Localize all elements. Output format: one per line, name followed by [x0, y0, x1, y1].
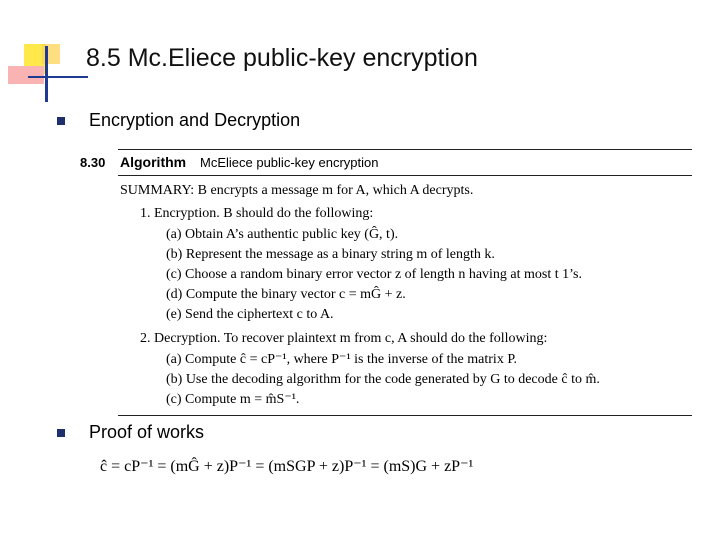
algorithm-step-decryption: 2. Decryption. To recover plaintext m from c, A should do the following:: [140, 331, 548, 346]
decryption-item-b: (b) Use the decoding algorithm for the code generated by G to decode ĉ to m̂.: [166, 372, 600, 387]
algorithm-number: 8.30: [80, 155, 106, 170]
algorithm-mid-rule: [118, 175, 692, 176]
logo-vertical-line: [45, 46, 48, 102]
algorithm-name: McEliece public-key encryption: [200, 155, 379, 170]
encryption-item-b: (b) Represent the message as a binary string m of length k.: [166, 247, 495, 262]
algorithm-box: [80, 149, 692, 417]
algorithm-top-rule: [118, 149, 692, 150]
encryption-item-d: (d) Compute the binary vector c = mĜ + z.: [166, 287, 406, 302]
bullet-square-icon: [57, 117, 65, 125]
bullet-encryption-decryption: [57, 110, 300, 131]
logo-horizontal-line: [28, 76, 88, 78]
algorithm-bottom-rule: [118, 415, 692, 416]
slide-title: 8.5 Mc.Eliece public-key encryption: [86, 44, 478, 72]
encryption-item-a: (a) Obtain A’s authentic public key (Ĝ, t).: [166, 227, 399, 242]
algorithm-summary: SUMMARY: B encrypts a message m for A, which A decrypts.: [120, 183, 474, 198]
encryption-item-c: (c) Choose a random binary error vector z of length n having at most t 1’s.: [166, 267, 582, 282]
bullet-square-icon: [57, 429, 65, 437]
bullet-proof-of-works: [57, 422, 204, 443]
logo-square-pink: [8, 66, 44, 84]
algorithm-step-encryption: 1. Encryption. B should do the following:: [140, 206, 374, 221]
decryption-item-c: (c) Compute m = m̂S⁻¹.: [166, 392, 300, 407]
corner-logo: [0, 0, 90, 110]
decryption-item-a: (a) Compute ĉ = cP⁻¹, where P⁻¹ is the inverse of the matrix P.: [166, 352, 518, 367]
encryption-item-e: (e) Send the ciphertext c to A.: [166, 307, 334, 322]
bullet-text: Encryption and Decryption: [89, 110, 301, 130]
bullet-text: Proof of works: [89, 422, 205, 442]
algorithm-label: Algorithm: [120, 154, 187, 170]
proof-formula: ĉ = cP⁻¹ = (mĜ + z)P⁻¹ = (mSGP + z)P⁻¹ = (mS)G + zP⁻¹: [100, 458, 474, 475]
